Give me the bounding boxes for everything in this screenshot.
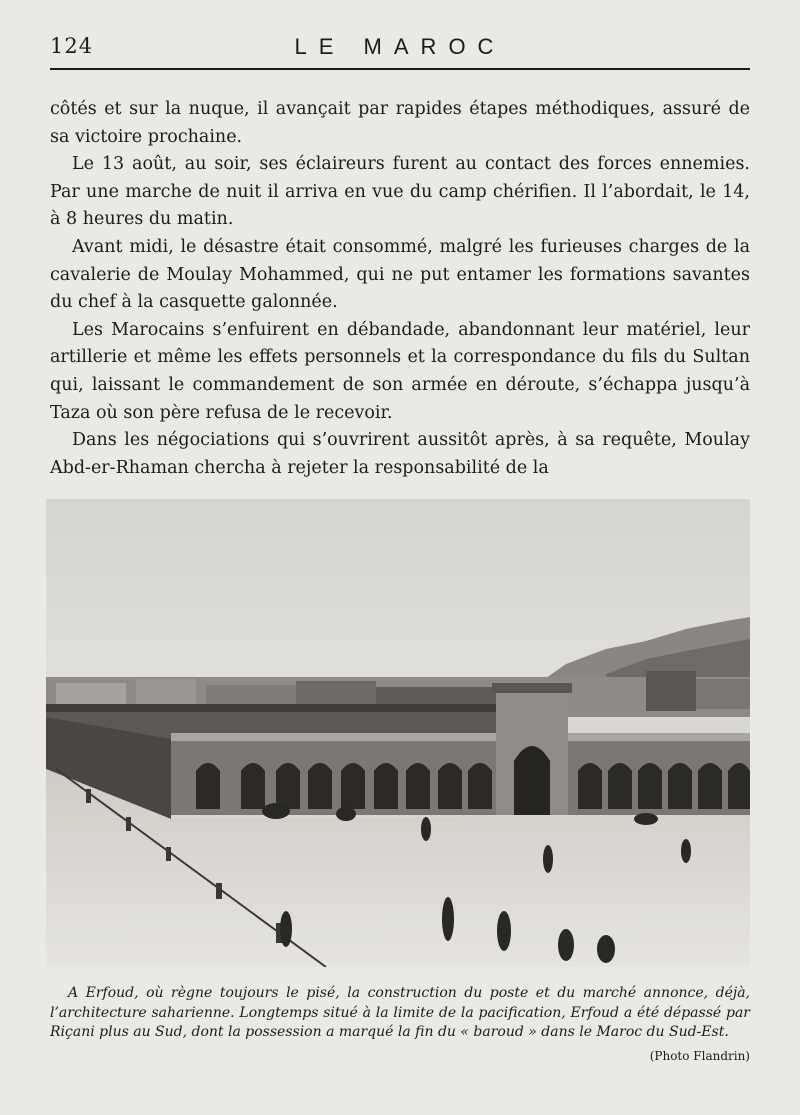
- paragraph: Dans les négociations qui s’ouvrirent aussitôt après, à sa requête, Moulay Abd-er-Rhaman chercha à rejeter la responsabilité de la: [50, 430, 750, 478]
- figure-caption: [50, 984, 750, 1043]
- paragraph-continuation: côtés et sur la nuque, il avançait par rapides étapes méthodiques, assuré de sa victoire prochaine.: [50, 99, 750, 147]
- photograph-erfoud-market: [46, 499, 750, 967]
- running-title: LE MAROC: [294, 34, 506, 59]
- photo-credit: (Photo Flandrin): [649, 1049, 750, 1063]
- paragraph: Avant midi, le désastre était consommé, malgré les furieuses charges de la cavalerie de Moulay Mohammed, qui ne put entamer les formations savantes du chef à la casquette galonnée.: [50, 236, 750, 313]
- paragraph: Les Marocains s’enfuirent en débandade, abandonnant leur matériel, leur artillerie et même les effets personnels et la correspondance du fils du Sultan qui, laissant le commandement de son armée en déroute, s’échappa jusqu’à Taza où son père refusa de le recevoir.: [50, 319, 750, 423]
- page-header: [50, 30, 750, 68]
- paragraph: Le 13 août, au soir, ses éclaireurs furent au contact des forces ennemies. Par une marche de nuit il arriva en vue du camp chérifien. Il l’abordait, le 14, à 8 heures du matin.: [50, 154, 750, 230]
- photograph-illustration: [46, 499, 750, 967]
- header-rule: [50, 68, 750, 70]
- page-number: 124: [50, 34, 94, 58]
- caption-text: A Erfoud, où règne toujours le pisé, la construction du poste et du marché annonce, déjà, l’architecture saharienne. Longtemps situé à la limite de la pacification, Erfoud a été dépassé par Riçani plus au Sud, dont la possession a marqué la fin du « baroud » dans le Maroc du Sud-Est.: [50, 985, 750, 1040]
- body-text: [50, 96, 750, 482]
